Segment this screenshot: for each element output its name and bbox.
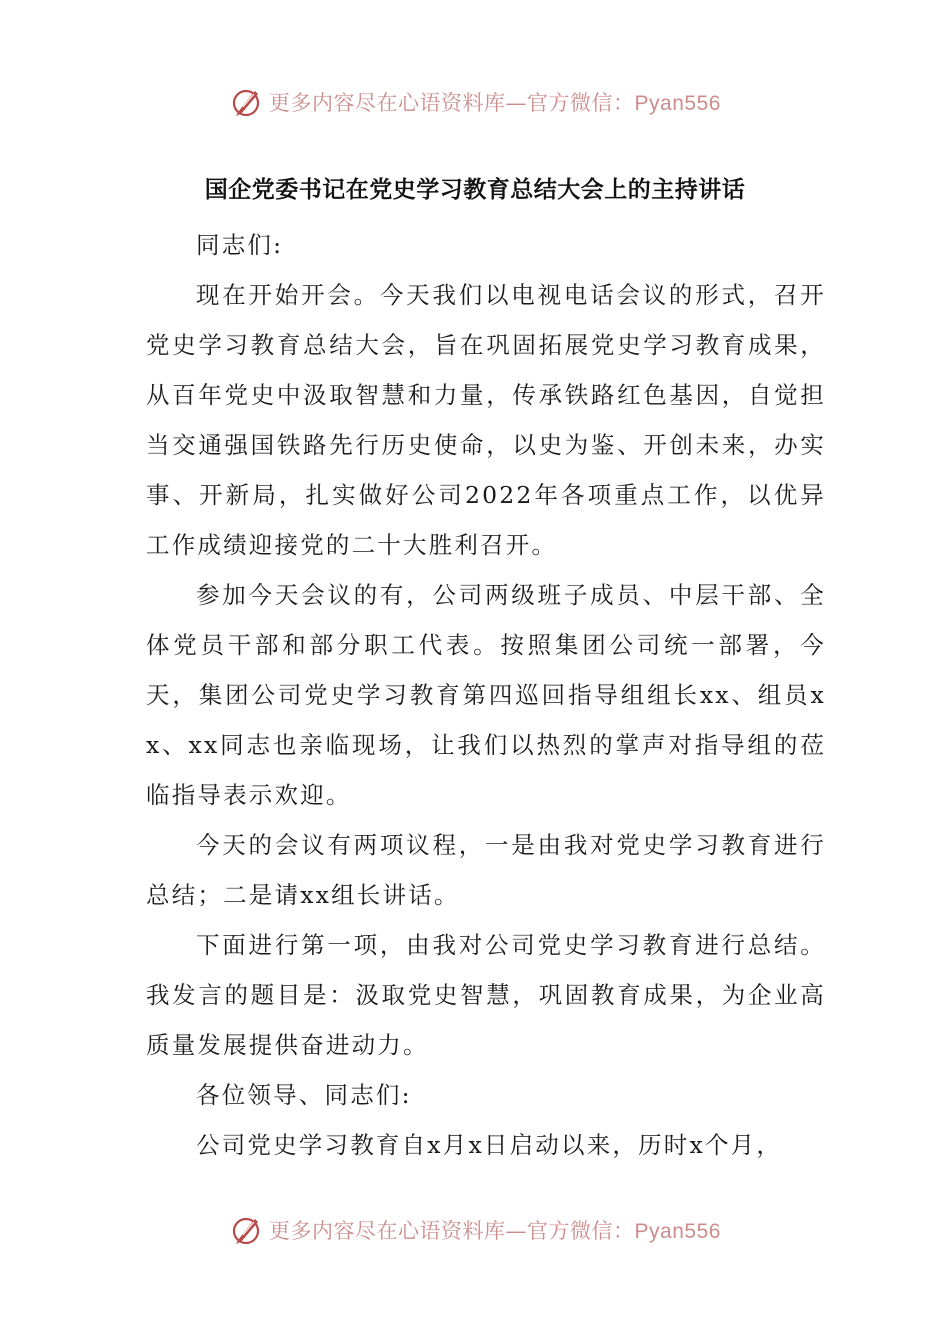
paragraph-salutation: 同志们:: [196, 231, 284, 259]
footer-banner-handle: Pyan556: [634, 1220, 721, 1243]
paragraph-opening: 现在开始开会。今天我们以电视电话会议的形式，召开党史学习教育总结大会，旨在巩固拓展党史学习教育成果，从百年党史中汲取智慧和力量，传承铁路红色基因，自觉担当交通强国铁路先行历史使命，以史为鉴、开创未来，办实事、开新局，扎实做好公司2022年各项重点工作，以优异工作成绩迎接党的二十大胜利召开。: [146, 281, 826, 559]
header-banner-text: [269, 87, 721, 117]
document-body: [146, 220, 826, 1170]
footer-banner-text: [269, 1215, 721, 1245]
document-title: 国企党委书记在党史学习教育总结大会上的主持讲话: [204, 176, 746, 203]
footer-banner-label: 更多内容尽在心语资料库—官方微信：: [269, 1219, 635, 1243]
paragraph-first-item: 下面进行第一项，由我对公司党史学习教育进行总结。我发言的题目是：汲取党史智慧，巩固教育成果，为企业高质量发展提供奋进动力。: [146, 931, 826, 1059]
paragraph-salutation-2: 各位领导、同志们:: [196, 1081, 412, 1109]
header-banner: [0, 82, 950, 122]
paragraph-agenda: 今天的会议有两项议程，一是由我对党史学习教育进行总结；二是请xx组长讲话。: [146, 831, 826, 909]
paragraph-summary-start: 公司党史学习教育自x月x日启动以来，历时x个月，: [196, 1131, 783, 1159]
quill-pen-circle-icon: [229, 85, 263, 119]
footer-banner: [0, 1210, 950, 1250]
header-banner-label: 更多内容尽在心语资料库—官方微信：: [269, 91, 635, 115]
paragraph-attendees: 参加今天会议的有，公司两级班子成员、中层干部、全体党员干部和部分职工代表。按照集团公司统一部署，今天，集团公司党史学习教育第四巡回指导组组长xx、组员xx、xx同志也亲临现场，让我们以热烈的掌声对指导组的莅临指导表示欢迎。: [146, 581, 826, 809]
quill-pen-circle-icon: [229, 1213, 263, 1247]
header-banner-handle: Pyan556: [634, 92, 721, 115]
